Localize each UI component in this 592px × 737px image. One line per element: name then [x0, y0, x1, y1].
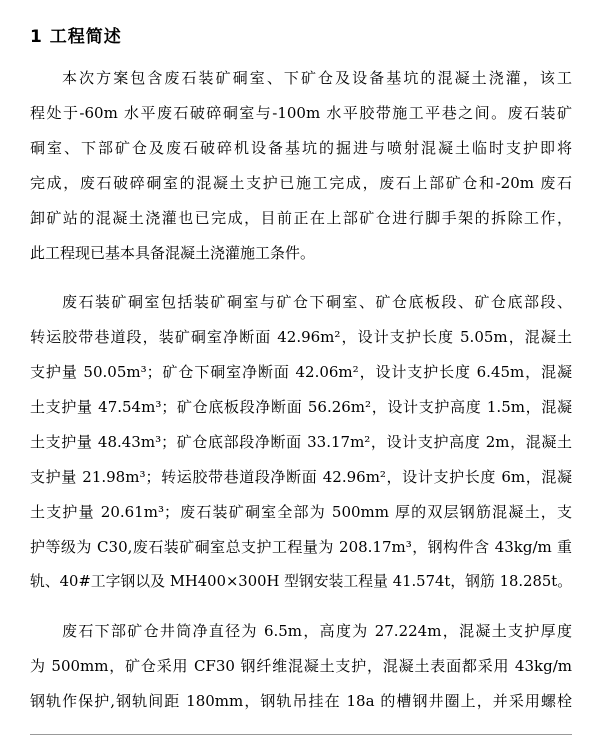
paragraph-line: 轨、40#工字钢以及 MH400×300H 型钢安装工程量 41.574t，钢筋 18.285t。: [30, 573, 572, 590]
paragraph-line: 转运胶带巷道段，装矿硐室净断面 42.96m²，设计支护长度 5.05m，混凝土: [30, 328, 572, 346]
paragraph-line: 钢轨作保护,钢轨间距 180mm，钢轨吊挂在 18a 的槽钢井圈上，并采用螺栓: [30, 692, 572, 710]
paragraph-line: 为 500mm，矿仓采用 CF30 钢纤维混凝土支护，混凝土表面都采用 43kg/m: [30, 657, 572, 675]
paragraph-line: 废石装矿硐室包括装矿硐室与矿仓下硐室、矿仓底板段、矿仓底部段、: [62, 293, 572, 311]
paragraph-line: 本次方案包含废石装矿硐室、下矿仓及设备基坑的混凝土浇灌，该工: [62, 69, 572, 87]
section-heading: 1 工程简述: [30, 27, 122, 47]
paragraph-line: 硐室、下部矿仓及废石破碎机设备基坑的掘进与喷射混凝土临时支护即将: [30, 139, 572, 157]
paragraph-line: 完成，废石破碎硐室的混凝土支护已施工完成，废石上部矿仓和-20m 废石: [30, 174, 572, 192]
paragraph-line: 支护量 50.05m³；矿仓下硐室净断面 42.06m²，设计支护长度 6.45m，混凝: [30, 363, 572, 381]
paragraph-line: 废石下部矿仓井筒净直径为 6.5m，高度为 27.224m，混凝土支护厚度: [62, 622, 572, 640]
paragraph-line: 土支护量 47.54m³；矿仓底板段净断面 56.26m²，设计支护高度 1.5m，混凝: [30, 398, 572, 416]
paragraph-line: 此工程现已基本具备混凝土浇灌施工条件。: [30, 244, 316, 262]
paragraph-line: 支护量 21.98m³；转运胶带巷道段净断面 42.96m²，设计支护长度 6m，混凝: [30, 468, 572, 486]
paragraph-line: 护等级为 C30,废石装矿硐室总支护工程量为 208.17m³，钢构件含 43kg/m 重: [30, 538, 572, 556]
paragraph-line: 土支护量 48.43m³；矿仓底部段净断面 33.17m²，设计支护高度 2m，混凝土: [30, 433, 572, 451]
paragraph-line: 卸矿站的混凝土浇灌也已完成，目前正在上部矿仓进行脚手架的拆除工作，: [30, 209, 572, 227]
page-bottom-rule: [30, 734, 572, 735]
paragraph-line: 土支护量 20.61m³；废石装矿硐室全部为 500mm 厚的双层钢筋混凝土，支: [30, 503, 572, 521]
paragraph-line: 程处于-60m 水平废石破碎硐室与-100m 水平胶带施工平巷之间。废石装矿: [30, 104, 572, 122]
